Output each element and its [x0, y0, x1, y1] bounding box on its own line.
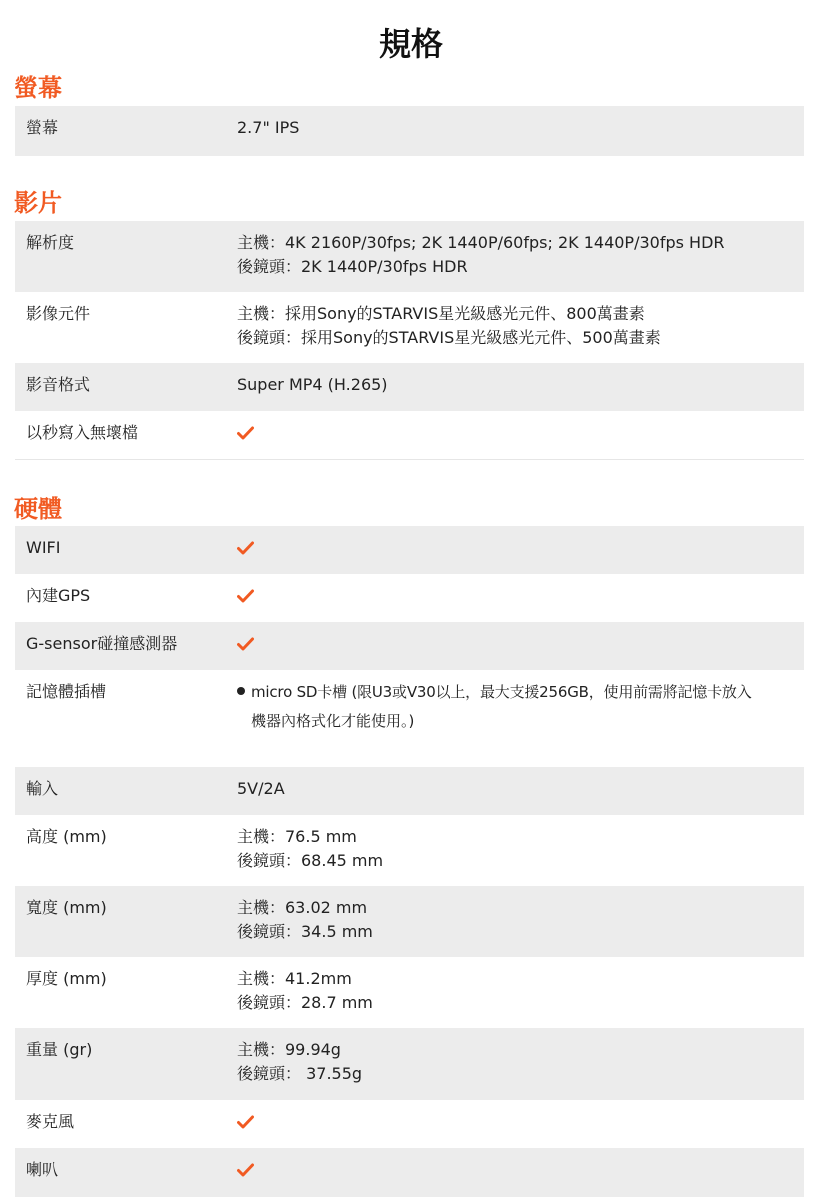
section-heading-screen: 螢幕 — [14, 74, 62, 102]
spec-value: 2.7" IPS — [237, 118, 300, 137]
spec-row-gps — [15, 574, 804, 622]
spec-row-gsensor — [15, 622, 804, 670]
spec-label: 內建GPS — [26, 586, 91, 605]
spec-label: 厚度 (mm) — [26, 969, 107, 988]
checkmark-icon — [237, 1115, 254, 1129]
spec-row-image-sensor — [15, 292, 804, 363]
spec-label: 影音格式 — [26, 375, 91, 394]
spec-row-instant-write — [15, 411, 804, 460]
checkmark-icon — [237, 541, 254, 555]
spec-label: WIFI — [26, 538, 61, 557]
spec-label: 解析度 — [26, 233, 75, 252]
bullet-icon — [237, 687, 245, 695]
section-heading-hardware: 硬體 — [14, 495, 62, 523]
checkmark-icon — [237, 426, 254, 440]
spec-value: 主機：63.02 mm 後鏡頭：34.5 mm — [237, 898, 373, 941]
spec-label: 寬度 (mm) — [26, 898, 107, 917]
spec-label: 麥克風 — [26, 1112, 75, 1131]
checkmark-icon — [237, 589, 254, 603]
checkmark-icon — [237, 637, 254, 651]
checkmark-icon — [237, 1163, 254, 1177]
spec-label: 輸入 — [26, 779, 59, 798]
spec-row-resolution — [15, 221, 804, 292]
spec-row-memory-slot — [15, 670, 804, 767]
spec-label: 喇叭 — [26, 1160, 59, 1179]
spec-row-height — [15, 815, 804, 886]
spec-row-av-format — [15, 363, 804, 411]
spec-row-microphone — [15, 1100, 804, 1148]
spec-value: 主機：99.94g 後鏡頭： 37.55g — [237, 1040, 363, 1083]
spec-label: 記憶體插槽 — [26, 682, 107, 701]
spec-label: 以秒寫入無壞檔 — [26, 423, 139, 442]
page-title: 規格 — [378, 25, 443, 63]
spec-row-screen — [15, 106, 804, 156]
spec-row-wifi — [15, 526, 804, 574]
spec-value: 主機：41.2mm 後鏡頭：28.7 mm — [237, 969, 373, 1012]
spec-row-speaker — [15, 1148, 804, 1197]
spec-value: 主機：4K 2160P/30fps; 2K 1440P/60fps; 2K 1440P/30fps HDR 後鏡頭：2K 1440P/30fps HDR — [237, 233, 725, 276]
spec-label: 影像元件 — [26, 304, 91, 323]
spec-label: 螢幕 — [26, 118, 59, 137]
spec-value: micro SD卡槽 (限U3或V30以上，最大支援256GB，使用前需將記憶卡放入 機器內格式化才能使用。) — [237, 680, 803, 733]
spec-value: Super MP4 (H.265) — [237, 375, 388, 394]
spec-row-width — [15, 886, 804, 957]
spec-value: 主機：採用Sony的STARVIS星光級感光元件、800萬畫素 後鏡頭：採用Sony的STARVIS星光級感光元件、500萬畫素 — [237, 304, 661, 347]
spec-row-input — [15, 767, 804, 815]
spec-label: 重量 (gr) — [26, 1040, 93, 1059]
spec-label: 高度 (mm) — [26, 827, 107, 846]
spec-value: 5V/2A — [237, 779, 285, 798]
spec-label: G-sensor碰撞感測器 — [26, 634, 178, 653]
spec-row-thickness — [15, 957, 804, 1028]
section-heading-video: 影片 — [14, 189, 62, 217]
spec-row-weight — [15, 1028, 804, 1100]
spec-value: 主機：76.5 mm 後鏡頭：68.45 mm — [237, 827, 384, 870]
